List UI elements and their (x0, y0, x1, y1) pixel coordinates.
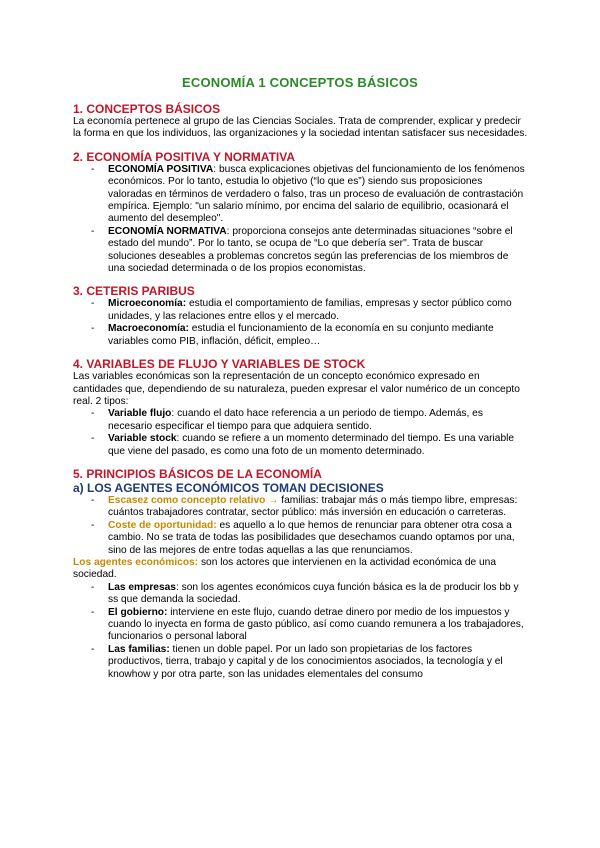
section-ceteris-paribus (73, 284, 528, 348)
list-item (108, 495, 528, 520)
definition: : cuando se refiere a un momento determinado del tiempo. Es una variable que viene del pasado, es como una foto de un momento determinado. (108, 433, 515, 457)
paragraph (73, 557, 528, 582)
definition: : busca explicaciones objetivas del funcionamiento de los fenómenos económicos. Por lo tanto, estudia lo objetivo (“lo que es”) siendo sus proposiciones valoradas en términos de verdadero o falso, tras un proceso de evaluación de contrastación empírica. Ejemplo: "un salario mínimo, por encima del salario de equilibrio, ocasionará el aumento del desempleo". (108, 163, 525, 225)
definition: familias: trabajar más o más tiempo libre, empresas: cuántos trabajadores contratar, sector público: más inversión en educación o carreteras. (108, 494, 518, 519)
definition: tienen un doble papel. Por un lado son propietarias de los factores productivos, tierra, trabajo y capital y de los conocimientos asociados, la tecnología y el knowhow y por otra parte, son las unidades elementales del consumo (108, 643, 503, 680)
definition: estudia el comportamiento de familias, empresas y sector público como unidades, y las relaciones entre ellos y el mercado. (108, 298, 512, 322)
bullet-list (73, 495, 528, 557)
term: El gobierno: (108, 606, 168, 618)
term: ECONOMÍA POSITIVA (108, 163, 214, 175)
paragraph: La economía pertenece al grupo de las Ciencias Sociales. Trata de comprender, explicar y predecir la forma en que los individuos, las organizaciones y la sociedad intentan satisfacer sus necesidades. (73, 116, 528, 140)
section-principios-basicos (73, 467, 528, 681)
definition: : son los agentes económicos cuya función básica es la de producir los bb y ss que demanda la sociedad. (108, 581, 519, 606)
term: Coste de oportunidad: (108, 519, 217, 531)
term: Escasez como concepto relativo → (108, 494, 279, 506)
section-economia-positiva-normativa (73, 150, 528, 276)
section-heading: 5. PRINCIPIOS BÁSICOS DE LA ECONOMÍA (73, 466, 322, 481)
definition: estudia el funcionamiento de la economía en su conjunto mediante variables como PIB, inflación, déficit, empleo… (108, 323, 494, 347)
term: Macroeconomía: (108, 323, 189, 335)
definition: : proporciona consejos ante determinadas situaciones “sobre el estado del mundo”. Por lo tanto, se ocupa de “Lo que debería ser". Trata de buscar soluciones deseables a problemas concretos según las preferencias de los miembros de una sociedad determinada o de los propios economistas. (108, 225, 513, 275)
list-item (108, 323, 528, 348)
document-title: ECONOMÍA 1 CONCEPTOS BÁSICOS (181, 75, 419, 90)
term: Las empresas (108, 581, 176, 593)
section-conceptos-basicos (73, 102, 528, 141)
term: ECONOMÍA NORMATIVA (108, 225, 227, 237)
definition: son los actores que intervienen en la actividad económica de una sociedad. (73, 556, 497, 581)
term: Variable flujo (108, 408, 172, 420)
bullet-list (73, 582, 528, 681)
list-item (108, 582, 528, 607)
term: Variable stock (108, 433, 177, 445)
term: Las familias: (108, 643, 170, 655)
list-item (108, 226, 528, 276)
definition: interviene en este flujo, cuando detrae dinero por medio de los impuestos y cuando lo inyecta en forma de gasto público, así como cuando remunera a los trabajadores, funcionarios o personal laboral (108, 606, 524, 643)
bullet-list (73, 408, 528, 458)
list-item (108, 298, 528, 323)
list-item (108, 408, 528, 433)
term: Los agentes económicos: (73, 556, 199, 568)
section-variables-flujo-stock (73, 357, 528, 458)
bullet-list (73, 298, 528, 348)
term: Microeconomía: (108, 298, 187, 310)
section-heading: 2. ECONOMÍA POSITIVA Y NORMATIVA (73, 149, 296, 164)
list-item (108, 644, 528, 681)
list-item (108, 607, 528, 644)
subsection-heading: a) LOS AGENTES ECONÓMICOS TOMAN DECISIONES (73, 480, 384, 495)
list-item (108, 164, 528, 226)
list-item (108, 520, 528, 557)
bullet-list (73, 164, 528, 276)
section-heading: 1. CONCEPTOS BÁSICOS (73, 102, 221, 116)
paragraph: Las variables económicas son la representación de un concepto económico expresado en cantidades que, dependiendo de su naturaleza, pueden expresar el valor numérico de un concepto real. 2 tipos: (73, 371, 520, 407)
document-body (73, 102, 528, 690)
list-item (108, 433, 528, 458)
section-heading: 3. CETERIS PARIBUS (73, 284, 195, 299)
section-heading: 4. VARIABLES DE FLUJO Y VARIABLES DE STOCK (73, 357, 366, 372)
definition: : cuando el dato hace referencia a un periodo de tiempo. Además, es necesario especificar el tiempo para que adquiera sentido. (108, 408, 483, 432)
definition: es aquello a lo que hemos de renunciar para obtener otra cosa a cambio. No se trata de todas las posibilidades que desechamos cuando optamos por una, sino de las mejores de entre todas aquellas a las que renunciamos. (108, 519, 515, 556)
